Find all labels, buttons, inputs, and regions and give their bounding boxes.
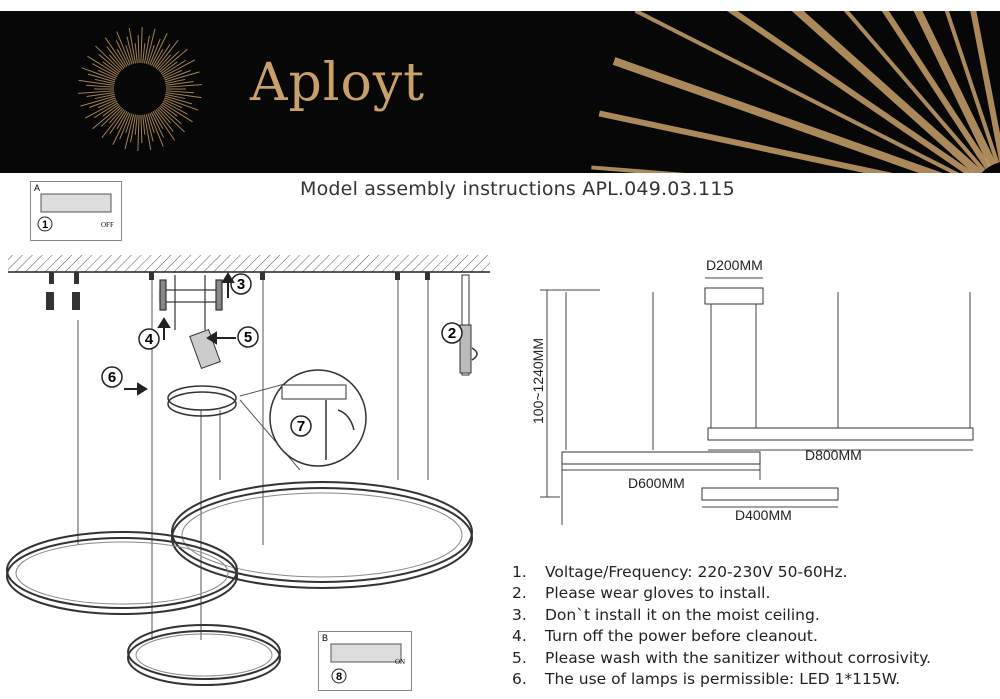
- note-item: 5. Please wash with the sanitizer without corrosivity.: [512, 648, 932, 667]
- note-item: 6. The use of lamps is permissible: LED 1*115W.: [512, 670, 901, 689]
- svg-text:2: 2: [447, 325, 457, 342]
- dimension-schematic: [540, 278, 973, 525]
- dim-d400-label: D400MM: [735, 507, 792, 523]
- dim-d200-label: D200MM: [706, 257, 763, 273]
- svg-text:OFF: OFF: [101, 221, 114, 229]
- fuse-box-icon: [41, 194, 111, 212]
- svg-text:1: 1: [41, 219, 49, 231]
- safety-notes: [512, 562, 931, 690]
- svg-text:5: 5: [243, 329, 253, 346]
- dim-d800-label: D800MM: [805, 447, 862, 463]
- step-3-badge: [231, 274, 251, 294]
- note-item: 4. Turn off the power before cleanout.: [512, 627, 818, 646]
- ring-large: [172, 482, 472, 582]
- step-6-badge: [102, 367, 122, 387]
- svg-text:8: 8: [335, 671, 343, 683]
- svg-text:6: 6: [107, 369, 117, 386]
- ring-small: [128, 625, 280, 679]
- fuse-box-icon: [331, 644, 401, 662]
- inset-power-on: [318, 631, 412, 691]
- svg-text:7: 7: [296, 418, 306, 435]
- inset-b-letter: B: [322, 633, 329, 643]
- step-2-badge: [442, 323, 462, 343]
- note-item: 1. Voltage/Frequency: 220-230V 50-60Hz.: [512, 563, 848, 581]
- ceiling-hatch: [8, 255, 490, 272]
- note-item: 3. Don`t install it on the moist ceiling.: [512, 605, 820, 624]
- inset-power-off: [30, 181, 122, 241]
- dim-d600-label: D600MM: [628, 475, 685, 491]
- svg-text:ON: ON: [395, 658, 406, 666]
- step-4-badge: [139, 329, 159, 349]
- inset-a-letter: A: [34, 183, 41, 193]
- mounting-bracket: [160, 275, 222, 330]
- ring-medium: [7, 532, 237, 608]
- step-7-badge: [291, 416, 311, 436]
- svg-text:4: 4: [144, 331, 154, 348]
- dim-height-label: 100~1240MM: [530, 337, 546, 424]
- note-item: 2. Please wear gloves to install.: [512, 584, 771, 603]
- canopy: [168, 386, 236, 416]
- brand-name: Aployt: [250, 53, 426, 113]
- svg-text:3: 3: [236, 276, 246, 293]
- detail-zoom-circle: [270, 370, 366, 466]
- document-title: Model assembly instructions APL.049.03.115: [300, 178, 735, 200]
- screwdriver-icon: [460, 275, 477, 375]
- step-5-badge: [238, 327, 258, 347]
